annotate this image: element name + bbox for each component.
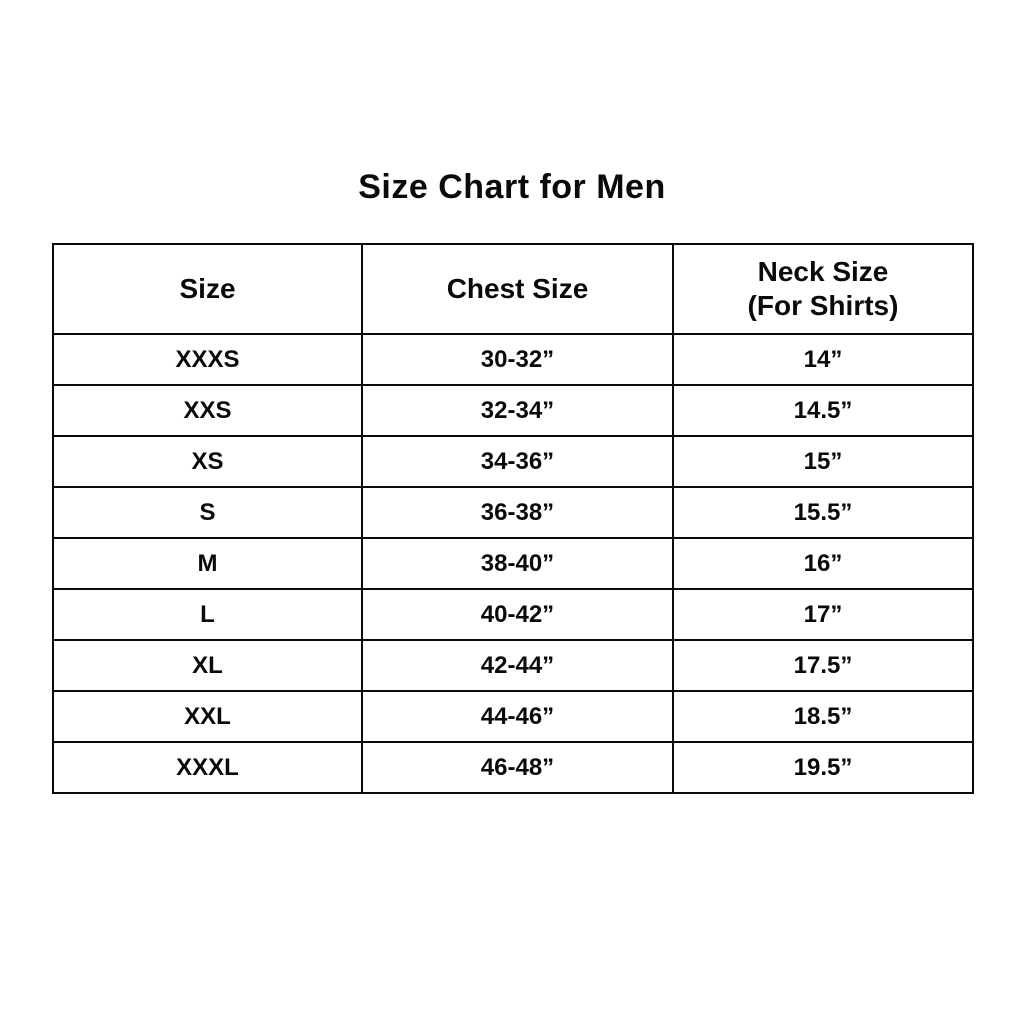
column-header-neck-size xyxy=(673,244,973,334)
chest-size-cell: 36-38” xyxy=(362,487,673,538)
size-cell: S xyxy=(53,487,362,538)
chest-size-cell: 44-46” xyxy=(362,691,673,742)
chest-size-cell: 46-48” xyxy=(362,742,673,793)
size-cell: M xyxy=(53,538,362,589)
neck-size-cell: 18.5” xyxy=(673,691,973,742)
chest-size-cell: 42-44” xyxy=(362,640,673,691)
table-row xyxy=(53,538,973,589)
table-row xyxy=(53,742,973,793)
chest-size-cell: 32-34” xyxy=(362,385,673,436)
size-cell: XXL xyxy=(53,691,362,742)
size-cell: L xyxy=(53,589,362,640)
table-row xyxy=(53,691,973,742)
table-row xyxy=(53,334,973,385)
page-title: Size Chart for Men xyxy=(358,168,666,206)
neck-size-cell: 14.5” xyxy=(673,385,973,436)
size-cell: XL xyxy=(53,640,362,691)
column-header-size: Size xyxy=(53,244,362,334)
chest-size-cell: 30-32” xyxy=(362,334,673,385)
table-row xyxy=(53,589,973,640)
table-row xyxy=(53,487,973,538)
chest-size-cell: 34-36” xyxy=(362,436,673,487)
neck-size-cell: 15” xyxy=(673,436,973,487)
size-cell: XXS xyxy=(53,385,362,436)
chest-size-cell: 40-42” xyxy=(362,589,673,640)
table-row xyxy=(53,640,973,691)
column-header-neck-size-line2: (For Shirts) xyxy=(747,290,899,321)
size-cell: XXXS xyxy=(53,334,362,385)
neck-size-cell: 14” xyxy=(673,334,973,385)
size-cell: XS xyxy=(53,436,362,487)
chest-size-cell: 38-40” xyxy=(362,538,673,589)
neck-size-cell: 19.5” xyxy=(673,742,973,793)
size-chart-table xyxy=(52,243,974,794)
neck-size-cell: 16” xyxy=(673,538,973,589)
neck-size-cell: 17.5” xyxy=(673,640,973,691)
table-header-row xyxy=(53,244,973,334)
size-cell: XXXL xyxy=(53,742,362,793)
neck-size-cell: 15.5” xyxy=(673,487,973,538)
table-row xyxy=(53,385,973,436)
column-header-chest-size: Chest Size xyxy=(362,244,673,334)
column-header-neck-size-line1: Neck Size xyxy=(757,256,889,288)
neck-size-cell: 17” xyxy=(673,589,973,640)
table-row xyxy=(53,436,973,487)
